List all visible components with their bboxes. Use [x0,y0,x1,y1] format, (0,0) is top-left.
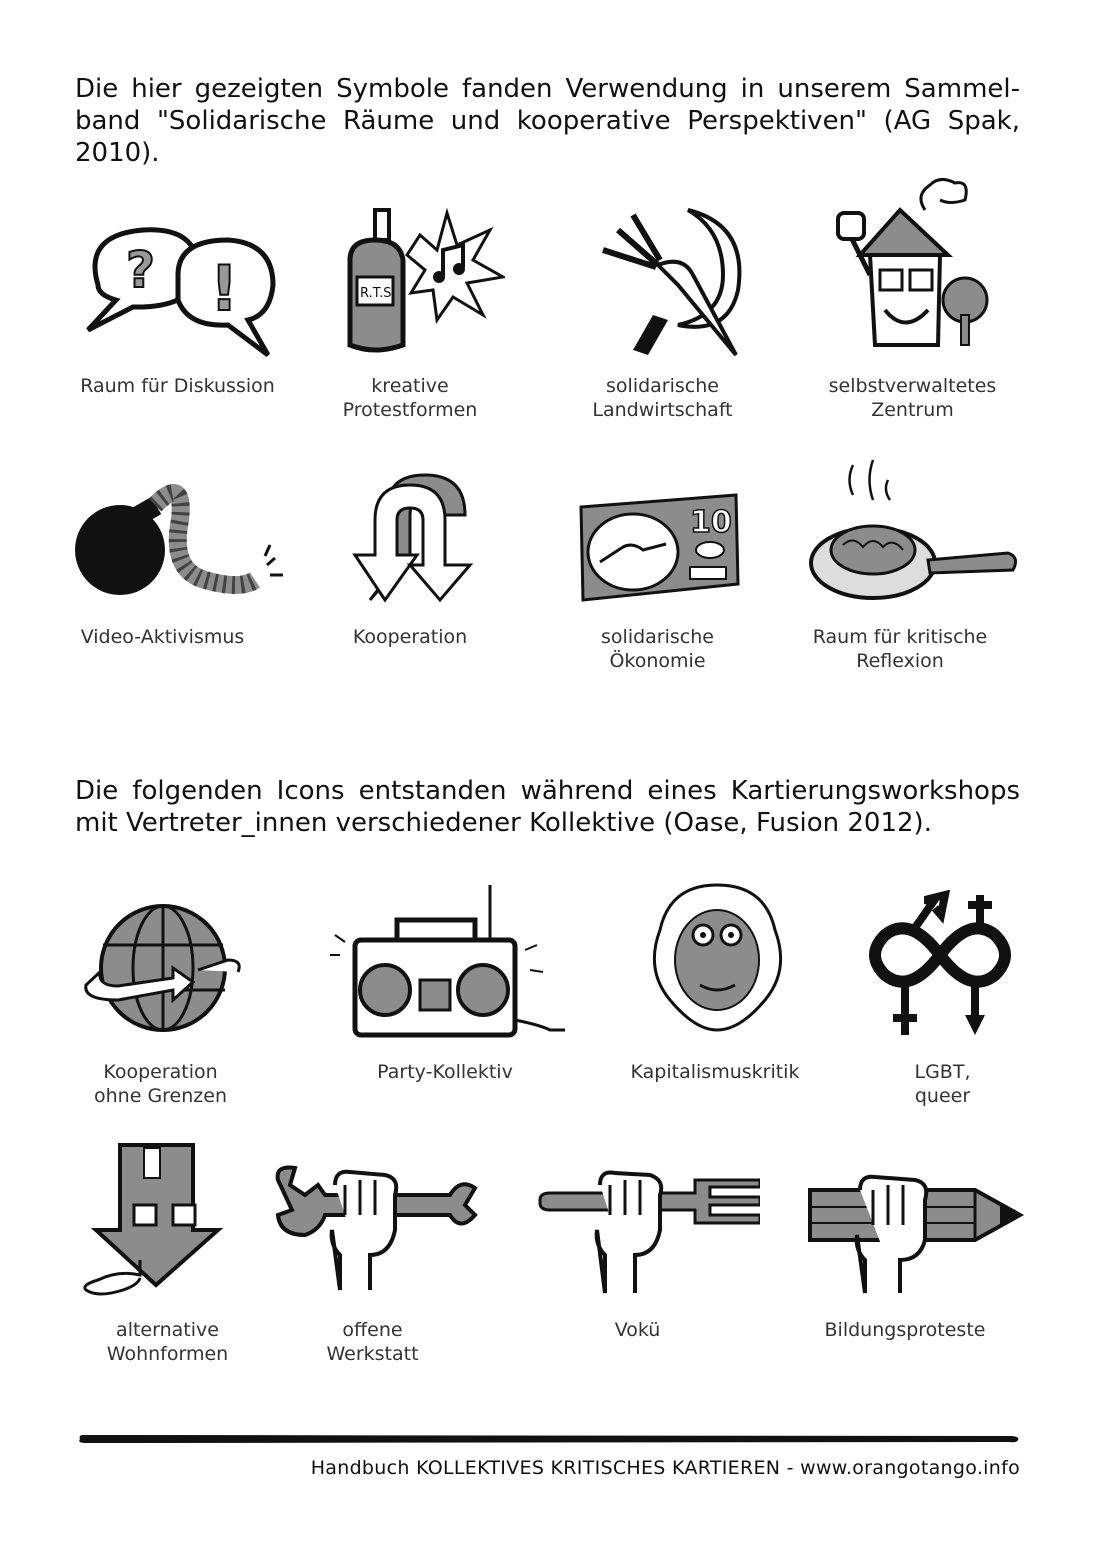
label-party-kollektiv: Party-Kollektiv [377,1061,513,1083]
infinity-gender-icon [865,890,1015,1040]
fist-pencil-icon [805,1165,1025,1295]
label-voku: Vokü [614,1319,661,1341]
spray-can-icon [345,205,505,355]
fist-fork-icon [535,1165,760,1295]
label-lgbt-queer: LGBT, queer [914,1061,971,1107]
label-solidarische-oekonomie: solidarische Ökonomie [601,626,714,672]
label-video-aktivismus: Video-Aktivismus [80,626,245,648]
label-offene-werkstatt: offene Werkstatt [326,1319,419,1365]
speech-bubbles-icon [78,215,278,360]
label-selbstverwaltetes-zentrum: selbstverwaltetes Zentrum [828,375,997,421]
globe-arrow-icon [78,900,248,1035]
intertwined-arrows-icon [345,460,485,605]
svg-text:!: ! [210,252,239,325]
svg-text:?: ? [126,241,156,299]
bearded-face-icon [645,880,790,1035]
footer-credit: Handbuch KOLLEKTIVES KRITISCHES KARTIEREN - www.orangotango.info [310,1457,1020,1479]
fist-wrench-icon [270,1160,485,1295]
sickle-carrot-icon [598,205,748,360]
intro-paragraph-second: Die folgenden Icons entstanden während eines Kartierungsworkshops mit Vertreter_innen verschiedener Kollektive (Oase, Fusion 2012). [75,776,1020,838]
label-kreative-protestformen: kreative Protestformen [342,375,478,421]
boombox-icon [325,880,575,1040]
label-raum-fuer-kritische-reflexion: Raum für kritische Reflexion [812,626,988,672]
banknote-value: 10 [690,505,732,540]
label-alternative-wohnformen: alternative Wohnformen [106,1319,229,1365]
label-raum-fuer-diskussion: Raum für Diskussion [80,375,275,397]
label-bildungsproteste: Bildungsproteste [824,1319,986,1341]
label-kooperation-ohne-grenzen: Kooperation ohne Grenzen [94,1061,227,1107]
label-solidarische-landwirtschaft: solidarische Landwirtschaft [592,375,733,421]
brain-pan-icon [808,455,1023,605]
label-kapitalismuskritik: Kapitalismuskritik [630,1061,800,1083]
banknote-handshake-icon [578,492,740,602]
happy-house-icon [830,175,990,355]
label-kooperation: Kooperation [352,626,468,648]
film-bomb-icon [75,480,290,605]
spray-can-label: R.T.S. [360,286,396,301]
house-arrow-icon [78,1140,233,1300]
intro-paragraph-first: Die hier gezeigten Symbole fanden Verwendung in unserem Sammel-band "Solidarische Räume und kooperative Perspektiven" (AG Spak, 2010). [75,74,1020,168]
footer-divider [74,1433,1022,1445]
